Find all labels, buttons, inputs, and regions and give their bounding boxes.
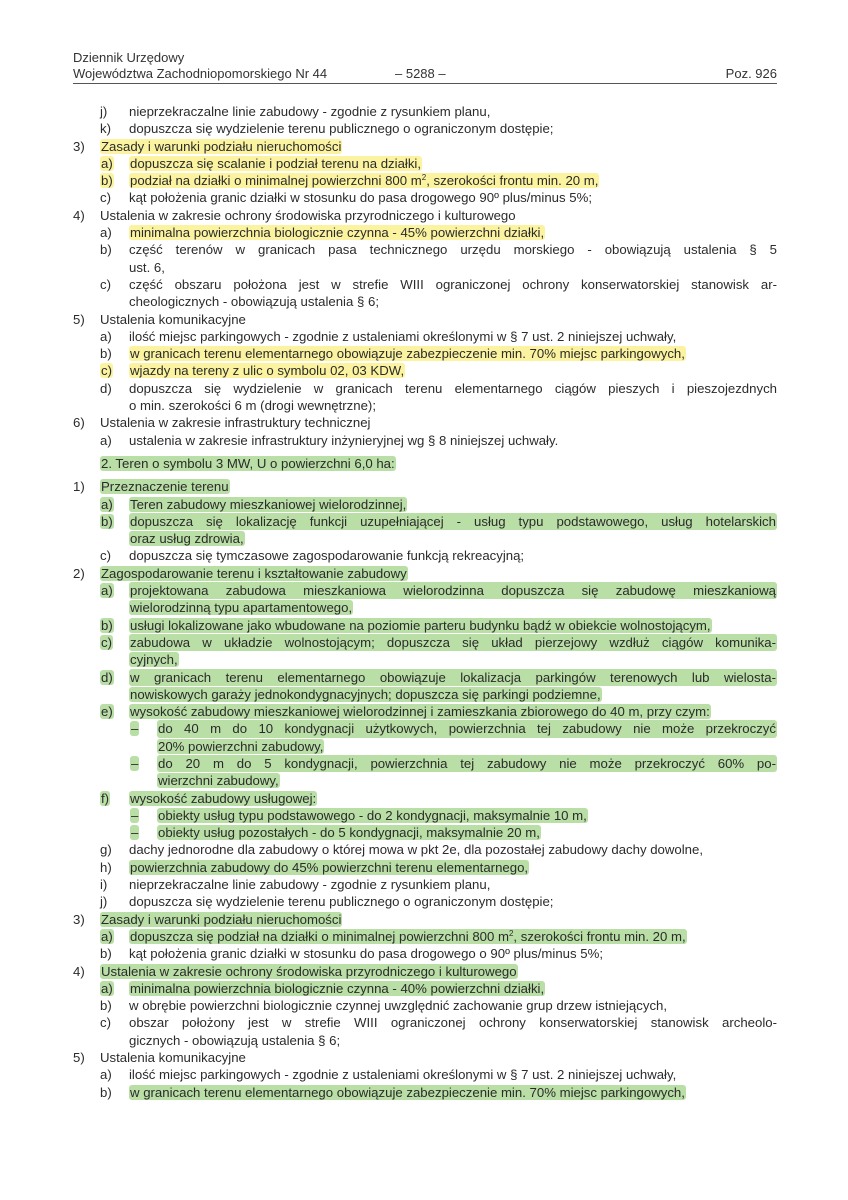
list-item: c) obszar położony jest w strefie WIII ograniczonej ochrony konserwatorskiej stanowisk archeolo- [100, 1015, 777, 1031]
list-subitem: – obiekty usług typu podstawowego - do 2 kondygnacji, maksymalnie 10 m, [131, 807, 587, 823]
list-subitem: – do 40 m do 10 kondygnacji użytkowych, powierzchnia tej zabudowy nie może przekroczyć [131, 721, 776, 737]
list-item: b) usługi lokalizowane jako wbudowane na poziomie parteru budynku bądź w obiekcie wolnostojącym, [101, 617, 711, 633]
list-item: d) w granicach terenu elementarnego obowiązuje lokalizacja parkingów terenowych lub wielosta- [101, 669, 776, 685]
journal-line [73, 66, 777, 84]
section-heading: 2) Zagospodarowanie terenu i kształtowanie zabudowy [73, 565, 407, 581]
list-item: b) część terenów w granicach pasa technicznego urzędu morskiego - obowiązują ustalenia § 5 [100, 242, 777, 258]
page-number: – 5288 – [395, 66, 446, 81]
list-item: a) projektowana zabudowa mieszkaniowa wielorodzinna dopuszcza się zabudowę mieszkaniową [101, 583, 776, 599]
list-item: j) dopuszcza się wydzielenie terenu publicznego o ograniczonym dostępie; [100, 894, 554, 910]
list-item: b) w obrębie powierzchni biologicznie czynnej uwzględnić zachowanie grup drzew istniejących, [100, 998, 668, 1014]
list-item: b) podział na działki o minimalnej powierzchni 800 $m^2$, szerokości frontu min. 20 m, [101, 173, 599, 189]
section-heading: 3) Zasady i warunki podziału nieruchomości [73, 138, 342, 154]
list-item: a) ilość miejsc parkingowych - zgodnie z ustaleniami określonymi w § 7 ust. 2 niniejszej uchwały, [100, 1067, 677, 1083]
list-item: e) wysokość zabudowy mieszkaniowej wielorodzinnej i zamieszkania zbiorowego do 40 m, przy czym: [101, 704, 710, 720]
list-item: k) dopuszcza się wydzielenie terenu publicznego o ograniczonym dostępie; [100, 121, 554, 137]
journal-name: Dziennik Urzędowy [73, 50, 185, 65]
list-item: d) dopuszcza się wydzielenie w granicach terenu elementarnego ciągów pieszych i pieszojezdnych [100, 380, 777, 396]
list-item: c) część obszaru położona jest w strefie WIII ograniczonej ochrony konserwatorskiej stanowisk ar- [100, 276, 777, 292]
section-heading: 1) Przeznaczenie terenu [73, 479, 229, 495]
list-item: a) minimalna powierzchnia biologicznie czynna - 45% powierzchni działki, [100, 225, 545, 241]
section-heading: 4) Ustalenia w zakresie ochrony środowiska przyrodniczego i kulturowego [73, 207, 516, 223]
section-title: 2. Teren o symbolu 3 MW, U o powierzchni 6,0 ha: [101, 455, 395, 471]
list-subitem: – obiekty usług pozostałych - do 5 kondygnacji, maksymalnie 20 m, [131, 825, 540, 841]
list-item: b) w granicach terenu elementarnego obowiązuje zabezpieczenie min. 70% miejsc parkingowych, [100, 1084, 685, 1100]
list-item: j) nieprzekraczalne linie zabudowy - zgodnie z rysunkiem planu, [100, 104, 491, 119]
list-item: i) nieprzekraczalne linie zabudowy - zgodnie z rysunkiem planu, [100, 877, 491, 893]
section-heading: 3) Zasady i warunki podziału nieruchomości [73, 911, 342, 927]
section-heading: 5) Ustalenia komunikacyjne [73, 311, 246, 327]
list-item: b) kąt położenia granic działki w stosunku do pasa drogowego o 90º plus/minus 5%; [100, 946, 603, 962]
journal-region: Województwa Zachodniopomorskiego Nr 44 [73, 66, 328, 81]
list-item: b) dopuszcza się lokalizację funkcji uzupełniającej - usług typu podstawowego, usług hotelarskich [101, 513, 776, 529]
list-subitem: – do 20 m do 5 kondygnacji, powierzchnia tej zabudowy nie może przekroczyć 60% po- [131, 755, 776, 771]
section-heading: 6) Ustalenia w zakresie infrastruktury technicznej [73, 415, 371, 431]
list-item: c) zabudowa w układzie wolnostojącym; dopuszcza się układ pierzejowy wzdłuż ciągów komunika- [101, 634, 776, 650]
list-item: c) wjazdy na tereny z ulic o symbolu 02, 03 KDW, [101, 363, 405, 379]
list-item: a) dopuszcza się podział na działki o minimalnej powierzchni 800 $m^2$, szerokości frontu min. 20 m, [101, 928, 686, 944]
list-item: c) kąt położenia granic działki w stosunku do pasa drogowego 90º plus/minus 5%; [100, 190, 592, 206]
list-item: c) dopuszcza się tymczasowe zagospodarowanie funkcją rekreacyjną; [100, 548, 525, 564]
list-item: a) ustalenia w zakresie infrastruktury inżynieryjnej wg § 8 niniejszej uchwały. [100, 432, 559, 448]
list-item: h) powierzchnia zabudowy do 45% powierzchni terenu elementarnego, [100, 859, 529, 875]
list-item: a) ilość miejsc parkingowych - zgodnie z ustaleniami określonymi w § 7 ust. 2 niniejszej uchwały, [100, 328, 677, 344]
page-header [73, 50, 777, 84]
list-item: a) minimalna powierzchnia biologicznie czynna - 40% powierzchni działki, [101, 980, 545, 996]
section-heading: 4) Ustalenia w zakresie ochrony środowiska przyrodniczego i kulturowego [73, 963, 517, 979]
list-item: g) dachy jednorodne dla zabudowy o której mowa w pkt 2e, dla pozostałej zabudowy dachy dowolne, [100, 842, 704, 858]
section-heading: 5) Ustalenia komunikacyjne [73, 1050, 246, 1066]
document-body: j) nieprzekraczalne linie zabudowy - zgodnie z rysunkiem planu, k) dopuszcza się wydzielenie terenu publicznego o ograniczonym dostępie; 3) Zasady i warunki podziału nieruchomości a) dopuszcza się scalanie i podział terenu na działki, b) podział na działki o minimalnej powierzchni 800 $m^2$, szerokości frontu min. 20 m, c) kąt położenia granic działki w stosunku do pasa drogowego 90º plus/minus 5%; 4) Ustalenia w zakresie ochrony środowiska przyrodniczego i kulturowego a) minimalna powierzchnia biologicznie czynna - 45% powierzchni działki, b) część terenów w granicach pasa technicznego urzędu morskiego - obowiązują ustalenia § 5 ust. 6, c) część obszaru położona jest w strefie WIII ograniczonej ochrony konserwatorskiej stanowisk ar- cheologicznych - obowiązują ustalenia § 6; 5) Ustalenia komunikacyjne a) ilość miejsc parkingowych - zgodnie z ustaleniami określonymi w § 7 ust. 2 niniejszej uchwały, b) w granicach terenu elementarnego obowiązuje zabezpieczenie min. 70% miejsc parkingowych, c) wjazdy na tereny z ulic o symbolu 02, 03 KDW, d) dopuszcza się wydzielenie w granicach terenu elementarnego ciągów pieszych i pieszojezdnych o min. szerokości 6 m (drogi wewnętrzne); 6) Ustalenia w zakresie infrastruktury technicznej a) ustalenia w zakresie infrastruktury inżynieryjnej wg § 8 niniejszej uchwały. 2. Teren o symbolu 3 MW, U o powierzchni 6,0 ha: 1) Przeznaczenie terenu a) Teren zabudowy mieszkaniowej wielorodzinnej, b) dopuszcza się lokalizację funkcji uzupełniającej - usług typu podstawowego, usług hotelarskich oraz usług zdrowia, c) dopuszcza się tymczasowe zagospodarowanie funkcją rekreacyjną; 2) Zagospodarowanie terenu i kształtowanie zabudowy a) projektowana zabudowa mieszkaniowa wielorodzinna dopuszcza się zabudowę mieszkaniową wielorodzinną typu apartamentowego, b) usługi lokalizowane jako wbudowane na poziomie parteru budynku bądź w obiekcie wolnostojącym, c) zabudowa w układzie wolnostojącym; dopuszcza się układ pierzejowy wzdłuż ciągów komunika- cyjnych, d) w granicach terenu elementarnego obowiązuje lokalizacja parkingów terenowych lub wielosta- nowiskowych garaży jednokondygnacyjnych; dopuszcza się parkingi podziemne, e) wysokość zabudowy mieszkaniowej wielorodzinnej i zamieszkania zbiorowego do 40 m, przy czym: – do 40 m do 10 kondygnacji użytkowych, powierzchnia tej zabudowy nie może przekroczyć 20% powierzchni zabudowy, – do 20 m do 5 kondygnacji, powierzchnia tej zabudowy nie może przekroczyć 60% po- wierzchni zabudowy, f) wysokość zabudowy usługowej: – obiekty usług typu podstawowego - do 2 kondygnacji, maksymalnie 10 m, – obiekty usług pozostałych - do 5 kondygnacji, maksymalnie 20 m, g) dachy jednorodne dla zabudowy o której mowa w pkt 2e, dla pozostałej zabudowy dachy dowolne, h) powierzchnia zabudowy do 45% powierzchni terenu elementarnego, i) nieprzekraczalne linie zabudowy - zgodnie z rysunkiem planu, j) dopuszcza się wydzielenie terenu publicznego o ograniczonym dostępie; 3) Zasady i warunki podziału nieruchomości a) dopuszcza się podział na działki o minimalnej powierzchni 800 $m^2$, szerokości frontu min. 20 m, b) kąt położenia granic działki w stosunku do pasa drogowego o 90º plus/minus 5%; 4) Ustalenia w zakresie ochrony środowiska przyrodniczego i kulturowego a) minimalna powierzchnia biologicznie czynna - 40% powierzchni działki, b) w obrębie powierzchni biologicznie czynnej uwzględnić zachowanie grup drzew istniejących, c) obszar położony jest w strefie WIII ograniczonej ochrony konserwatorskiej stanowisk archeolo- gicznych - obowiązują ustalenia § 6; 5) Ustalenia komunikacyjne a) ilość miejsc parkingowych - zgodnie z ustaleniami określonymi w § 7 ust. 2 niniejszej uchwały, b) w granicach terenu elementarnego obowiązuje zabezpieczenie min. 70% miejsc parkingowych, [73, 104, 777, 1100]
list-item: a) dopuszcza się scalanie i podział terenu na działki, [101, 155, 422, 171]
list-item: b) w granicach terenu elementarnego obowiązuje zabezpieczenie min. 70% miejsc parkingowych, [100, 346, 685, 362]
list-item: a) Teren zabudowy mieszkaniowej wielorodzinnej, [101, 496, 407, 512]
list-item: f) wysokość zabudowy usługowej: [101, 790, 317, 806]
position-number: Poz. 926 [725, 66, 777, 81]
